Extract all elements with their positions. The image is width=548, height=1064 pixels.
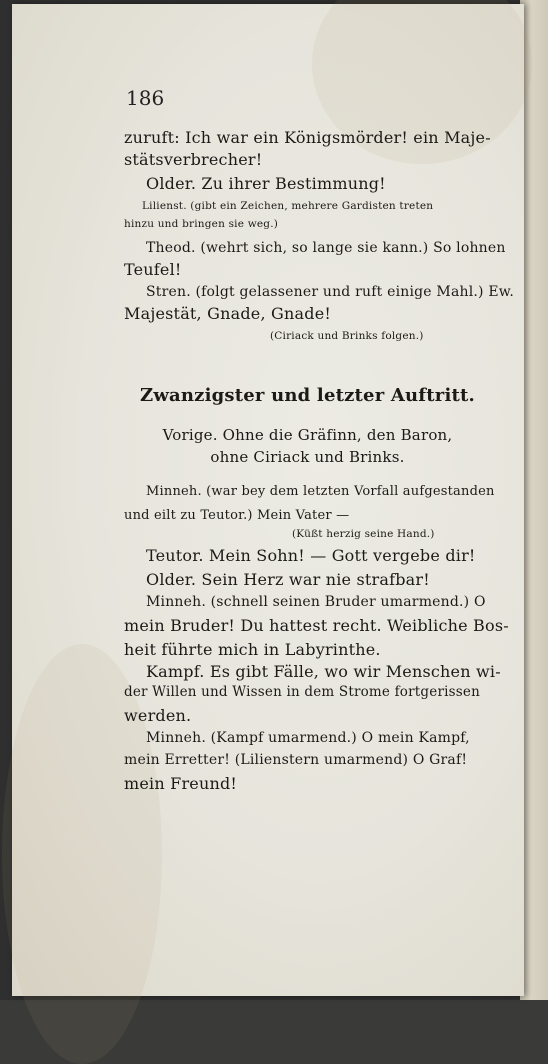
text-line: Minneh. (war bey dem letzten Vorfall aufgestanden	[146, 484, 495, 499]
text-line: stätsverbrecher!	[124, 150, 263, 169]
text-line: Kampf. Es gibt Fälle, wo wir Menschen wi-	[146, 662, 501, 681]
scene-heading: Zwanzigster und letzter Auftritt.	[140, 385, 475, 406]
text-line: Theod. (wehrt sich, so lange sie kann.) So lohnen	[146, 240, 506, 256]
text-line: Stren. (folgt gelassener und ruft einige Mahl.) Ew.	[146, 284, 514, 300]
stage-direction: (Küßt herzig seine Hand.)	[292, 528, 435, 540]
text-line: mein Freund!	[124, 774, 238, 793]
text-line: Teutor. Mein Sohn! — Gott vergebe dir!	[146, 546, 476, 565]
text-line: Minneh. (Kampf umarmend.) O mein Kampf,	[146, 730, 470, 746]
text-line: Older. Zu ihrer Bestimmung!	[146, 174, 386, 193]
text-line: Minneh. (schnell seinen Bruder umarmend.) O	[146, 594, 486, 610]
text-line: Older. Sein Herz war nie strafbar!	[146, 570, 430, 589]
text-line: Majestät, Gnade, Gnade!	[124, 304, 332, 323]
stage-direction: (Ciriack und Brinks folgen.)	[270, 330, 424, 342]
page-number: 186	[126, 86, 165, 110]
scene-subheading: Vorige. Ohne die Gräfinn, den Baron,	[162, 426, 453, 444]
text-line: und eilt zu Teutor.) Mein Vater —	[124, 508, 350, 523]
stage-direction: hinzu und bringen sie weg.)	[124, 218, 279, 230]
text-line: mein Erretter! (Lilienstern umarmend) O Graf!	[124, 752, 468, 768]
adjacent-page-edge	[520, 0, 548, 1000]
text-line: Teufel!	[124, 260, 182, 279]
text-line: zuruft: Ich war ein Königsmörder! ein Maje-	[124, 128, 491, 147]
stage-direction: Lilienst. (gibt ein Zeichen, mehrere Gardisten treten	[142, 200, 434, 212]
text-line: werden.	[124, 706, 192, 725]
text-line: mein Bruder! Du hattest recht. Weibliche Bos-	[124, 616, 509, 635]
text-line: heit führte mich in Labyrinthe.	[124, 640, 381, 659]
scene-subheading: ohne Ciriack und Brinks.	[210, 448, 405, 466]
text-line: der Willen und Wissen in dem Strome fortgerissen	[124, 684, 480, 700]
